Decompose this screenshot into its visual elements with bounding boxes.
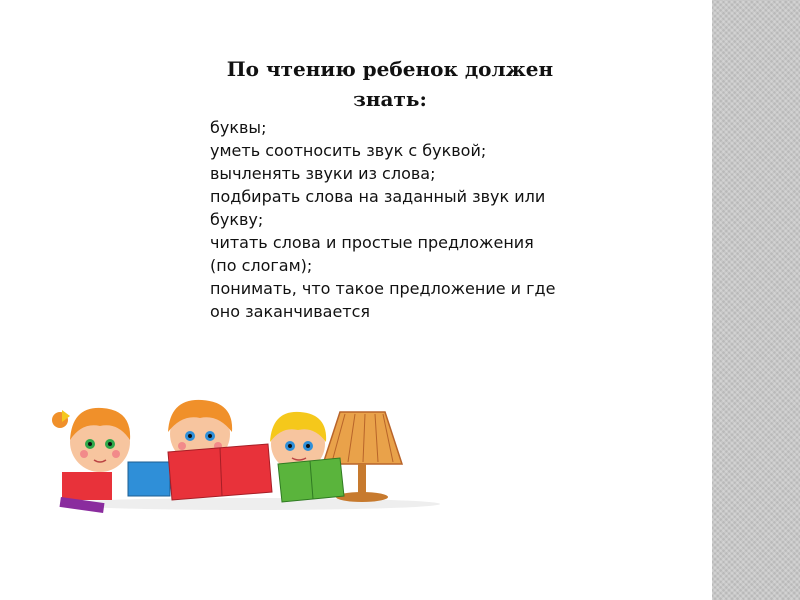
- bullet-text: вычленять звуки из слова;: [210, 164, 436, 183]
- list-item: [180, 162, 620, 185]
- title-line-2: знать:: [353, 87, 427, 111]
- bullet-text: уметь соотносить звук с буквой;: [210, 141, 487, 160]
- bullet-text: читать слова и простые предложения: [210, 233, 534, 252]
- bullet-text: понимать, что такое предложение и где: [210, 279, 556, 298]
- list-item: [180, 231, 620, 277]
- girl-left: [52, 408, 170, 513]
- bullet-text-cont: букву;: [210, 210, 264, 229]
- bullet-text: буквы;: [210, 118, 267, 137]
- bullet-text-cont: (по слогам);: [210, 256, 313, 275]
- children-reading-illustration: [40, 392, 440, 542]
- bullet-text-cont: оно заканчивается: [210, 302, 371, 321]
- bullet-list: [180, 116, 620, 323]
- list-item: [180, 277, 620, 323]
- slide-title: [210, 54, 570, 114]
- title-line-1: По чтению ребенок должен: [226, 57, 554, 81]
- bullet-text: подбирать слова на заданный звук или: [210, 187, 546, 206]
- list-item: [180, 139, 620, 162]
- list-item: [180, 185, 620, 231]
- list-item: [180, 116, 620, 139]
- boy-middle: [168, 400, 272, 500]
- decorative-side-strip: [712, 0, 800, 600]
